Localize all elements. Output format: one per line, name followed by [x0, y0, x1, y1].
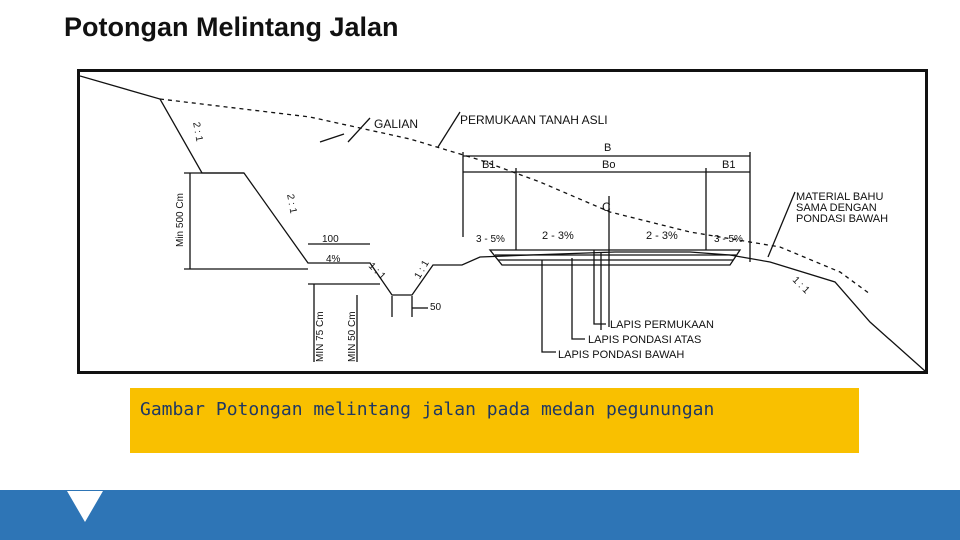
label-min-500: Min 500 Cm — [175, 193, 186, 247]
label-centerline: C — [602, 200, 611, 214]
label-material-2: SAMA DENGAN — [796, 202, 877, 214]
label-shoulder-right: 3 - 5% — [714, 234, 743, 245]
label-fill-slope: 1 : 1 — [789, 274, 812, 297]
footer-bar — [0, 490, 960, 540]
cross-section-figure — [77, 69, 928, 374]
label-b1-right: B1 — [722, 159, 736, 171]
label-lane-left: 2 - 3% — [542, 230, 574, 242]
slide-title: Potongan Melintang Jalan — [64, 12, 399, 42]
label-bo: Bo — [602, 159, 616, 171]
caption-box — [130, 388, 859, 453]
label-galian: GALIAN — [374, 117, 419, 131]
label-material-3: PONDASI BAWAH — [796, 213, 889, 225]
label-lane-right: 2 - 3% — [646, 230, 678, 242]
label-slope-mid: 2 : 1 — [284, 193, 299, 215]
label-dim-100: 100 — [322, 234, 339, 245]
label-permukaan: PERMUKAAN TANAH ASLI — [460, 113, 608, 127]
label-dim-50: 50 — [430, 302, 442, 313]
label-ditch-slope-left: 1 : 1 — [365, 260, 388, 283]
label-lapis-pondasi-atas: LAPIS PONDASI ATAS — [588, 334, 702, 346]
label-shoulder-left: 3 - 5% — [476, 234, 505, 245]
label-b: B — [604, 142, 612, 154]
label-min-75: MIN 75 Cm — [315, 311, 326, 362]
label-ditch-4pct: 4% — [326, 254, 341, 265]
label-b1-left: B1 — [482, 159, 496, 171]
caption-text: Gambar Potongan melintang jalan pada medan pegunungan — [140, 399, 715, 420]
label-material-1: MATERIAL BAHU — [796, 191, 884, 203]
label-lapis-pondasi-bawah: LAPIS PONDASI BAWAH — [558, 349, 685, 361]
cross-section-diagram — [80, 72, 925, 371]
label-lapis-permukaan: LAPIS PERMUKAAN — [610, 319, 714, 331]
label-ditch-slope-right: 1 : 1 — [412, 258, 432, 281]
label-min-50: MIN 50 Cm — [347, 311, 358, 362]
label-slope-top: 2 : 1 — [190, 121, 205, 143]
down-triangle-icon — [66, 490, 104, 524]
